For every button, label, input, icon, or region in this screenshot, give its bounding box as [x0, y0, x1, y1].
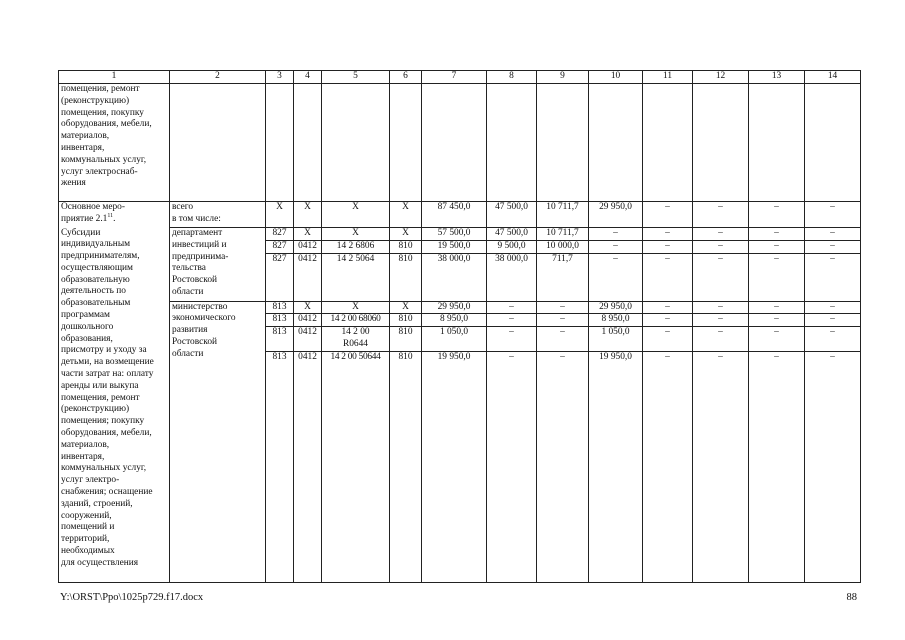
cell: – — [693, 253, 749, 301]
cell: 8 950,0 — [422, 314, 487, 327]
header-cell: 1 — [59, 71, 170, 84]
cell: 0412 — [294, 327, 322, 352]
cell: 827 — [266, 228, 294, 241]
header-cell: 9 — [537, 71, 589, 84]
cell: 0412 — [294, 314, 322, 327]
cell: X — [322, 301, 390, 314]
cell: X — [390, 202, 422, 228]
cell: 38 000,0 — [422, 253, 487, 301]
cell: – — [749, 314, 805, 327]
cell: 29 950,0 — [589, 301, 643, 314]
cell: – — [487, 327, 537, 352]
cell: 87 450,0 — [422, 202, 487, 228]
cell: 810 — [390, 240, 422, 253]
cell: 810 — [390, 314, 422, 327]
cell: 47 500,0 — [487, 228, 537, 241]
cell: – — [693, 327, 749, 352]
cell: X — [390, 228, 422, 241]
cell: 14 2 00 50644 — [322, 351, 390, 582]
cell: 9 500,0 — [487, 240, 537, 253]
budget-table — [58, 70, 861, 583]
cell: 1 050,0 — [422, 327, 487, 352]
cell: – — [643, 253, 693, 301]
cell: 813 — [266, 301, 294, 314]
cell: – — [589, 228, 643, 241]
cell: – — [589, 253, 643, 301]
cell: 0412 — [294, 253, 322, 301]
cell: – — [487, 351, 537, 582]
cell: X — [390, 301, 422, 314]
cell: – — [643, 351, 693, 582]
header-cell: 8 — [487, 71, 537, 84]
cell: 29 950,0 — [589, 202, 643, 228]
cell: 810 — [390, 351, 422, 582]
cell: 813 — [266, 351, 294, 582]
continuation-text: помещения, ремонт (реконструкцию) помещения, покупку оборудования, мебели, материалов, инвентаря, коммунальных услуг, услуг электроснаб- жения — [59, 84, 170, 202]
header-cell: 13 — [749, 71, 805, 84]
cell: – — [487, 314, 537, 327]
header-cell: 3 — [266, 71, 294, 84]
cell: – — [643, 240, 693, 253]
cell: 29 950,0 — [422, 301, 487, 314]
cell: 14 2 00 68060 — [322, 314, 390, 327]
cell: – — [643, 327, 693, 352]
cell: – — [749, 351, 805, 582]
cell: 827 — [266, 240, 294, 253]
cell: – — [643, 301, 693, 314]
cell: – — [749, 301, 805, 314]
cell: 14 2 00 R0644 — [322, 327, 390, 352]
cell: – — [537, 301, 589, 314]
cell: 14 2 6806 — [322, 240, 390, 253]
cell: – — [693, 240, 749, 253]
cell: – — [805, 351, 861, 582]
cell: – — [693, 351, 749, 582]
cell: 10 711,7 — [537, 202, 589, 228]
cell: 19 950,0 — [589, 351, 643, 582]
ministry-economy-label: министерство экономического развития Ростовской области — [170, 301, 266, 582]
cell: 10 711,7 — [537, 228, 589, 241]
cell: X — [322, 228, 390, 241]
cell: – — [749, 240, 805, 253]
cell: 810 — [390, 327, 422, 352]
header-cell: 10 — [589, 71, 643, 84]
table-row-total — [59, 202, 861, 228]
table-row — [59, 228, 861, 241]
total-label: всего в том числе: — [170, 202, 266, 228]
cell: 1 050,0 — [589, 327, 643, 352]
header-cell: 6 — [390, 71, 422, 84]
cell: – — [537, 314, 589, 327]
cell: X — [266, 202, 294, 228]
header-cell: 14 — [805, 71, 861, 84]
cell: – — [487, 301, 537, 314]
cell: 810 — [390, 253, 422, 301]
header-cell: 2 — [170, 71, 266, 84]
measure-title: Основное меро- приятие $2.1^{11}$. — [59, 202, 170, 228]
header-cell: 7 — [422, 71, 487, 84]
cell: 19 950,0 — [422, 351, 487, 582]
cell: – — [805, 253, 861, 301]
page-number: 88 — [846, 592, 857, 603]
cell: – — [805, 228, 861, 241]
cell: X — [294, 228, 322, 241]
cell: 8 950,0 — [589, 314, 643, 327]
header-row — [59, 71, 861, 84]
cell: – — [537, 351, 589, 582]
cell: – — [749, 202, 805, 228]
cell: 14 2 5064 — [322, 253, 390, 301]
cell: – — [693, 202, 749, 228]
table-row — [59, 301, 861, 314]
cell: X — [294, 202, 322, 228]
cell: X — [322, 202, 390, 228]
cell: 813 — [266, 314, 294, 327]
cell: X — [294, 301, 322, 314]
cell: – — [749, 253, 805, 301]
header-cell: 5 — [322, 71, 390, 84]
cell: 19 500,0 — [422, 240, 487, 253]
cell: 0412 — [294, 240, 322, 253]
header-cell: 11 — [643, 71, 693, 84]
cell: 0412 — [294, 351, 322, 582]
cell: 38 000,0 — [487, 253, 537, 301]
continuation-row — [59, 84, 861, 202]
cell: – — [643, 202, 693, 228]
cell: – — [805, 314, 861, 327]
footer-file-path: Y:\ORST\Ppo\1025p729.f17.docx — [60, 592, 204, 603]
cell: – — [749, 228, 805, 241]
cell: – — [805, 202, 861, 228]
cell: 711,7 — [537, 253, 589, 301]
cell: – — [643, 228, 693, 241]
cell: – — [805, 240, 861, 253]
dept-investments-label: департамент инвестиций и предпринима- тельства Ростовской области — [170, 228, 266, 302]
cell: 47 500,0 — [487, 202, 537, 228]
cell: 813 — [266, 327, 294, 352]
measure-description: Субсидии индивидуальным предпринимателям, осуществляющим образовательную деятельность по образовательным программам дошкольного образования, присмотру и уходу за детьми, на возмещение части затрат на: оплату аренды или выкупа помещения, ремонт (реконструкцию) помещения; покупку оборудования, мебели, материалов, инвентаря, коммунальных услуг, услуг электро- снабжения; оснащение зданий, строений, сооружений, помещений и территорий, необходимых для осуществления — [59, 228, 170, 583]
cell: – — [693, 314, 749, 327]
cell: 10 000,0 — [537, 240, 589, 253]
cell: 827 — [266, 253, 294, 301]
cell: – — [537, 327, 589, 352]
cell: – — [805, 301, 861, 314]
cell: – — [589, 240, 643, 253]
cell: 57 500,0 — [422, 228, 487, 241]
cell: – — [643, 314, 693, 327]
header-cell: 4 — [294, 71, 322, 84]
cell: – — [749, 327, 805, 352]
cell: – — [693, 228, 749, 241]
cell: – — [693, 301, 749, 314]
header-cell: 12 — [693, 71, 749, 84]
cell: – — [805, 327, 861, 352]
